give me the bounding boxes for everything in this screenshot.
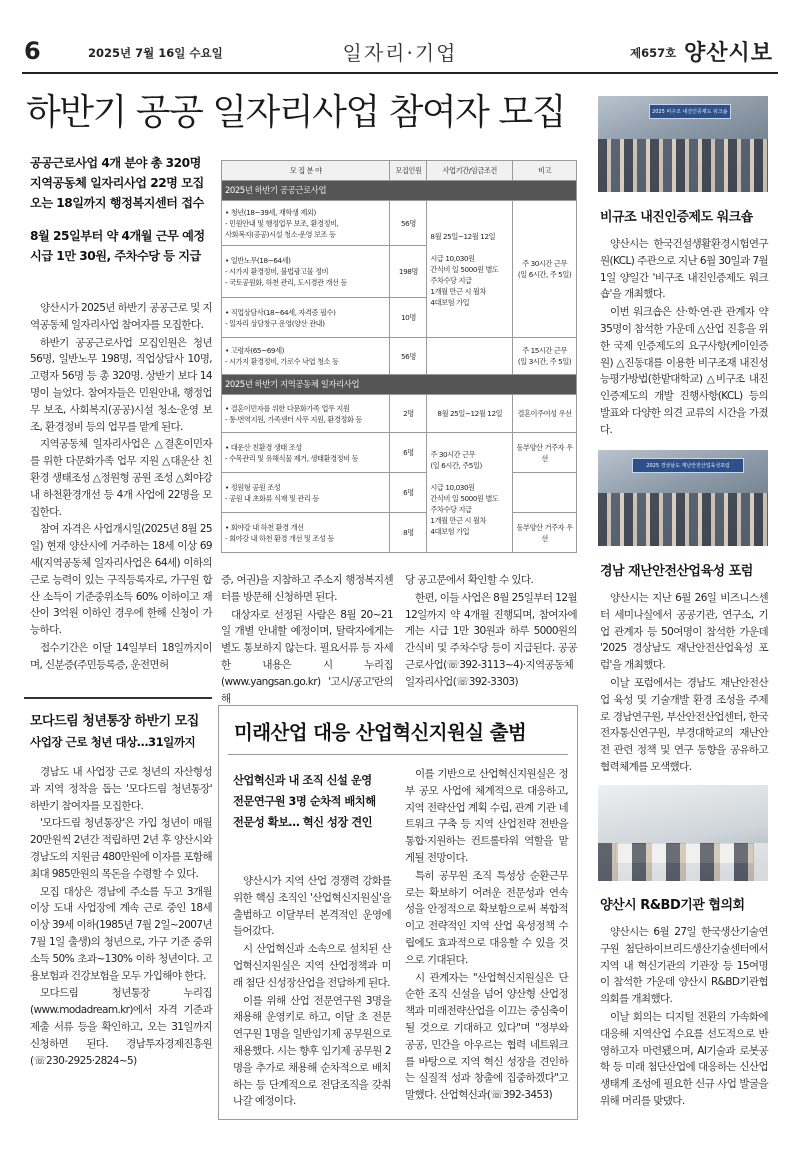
table-cell-period: 8월 25일~12월 12일 시급 10,030원 간식비 일 5000원 별도 주차수당 지급 1개월 만근 시 월차 4대보험 가입	[427, 201, 513, 338]
paragraph: 시 관계자는 "산업혁신지원실은 단순한 조직 신설을 넘어 양산형 산업정책과 미래전략산업을 이끄는 중심축이 될 것으로 기대하고 있다"며 "정부와 공공, 민간을 아우르는 협력 네트워크를 바탕으로 지역 혁신 성장을 견인하는 실질적 성과 창출에 집중하겠다"고 말했다. 산업혁신과(☏392-3453)	[405, 971, 568, 1102]
header-rule	[22, 72, 778, 74]
table-cell-period: 주 30시간 근무 (일 6시간, 주5일) 시급 10,030원 간식비 일 5000원 별도 주차수당 지급 1개월 만근 시 월차 4대보험 가입	[427, 433, 513, 553]
table-section-community: 2025년 하반기 지역공동체 일자리사업	[222, 375, 577, 395]
sidebar-title: 양산시 R&BD기관 협의회	[600, 898, 745, 913]
table-section-public-works: 2025년 하반기 공공근로사업	[222, 181, 577, 201]
table-header: 사업기간/임금조건	[427, 161, 513, 181]
paragraph: 이날 회의는 디지털 전환의 가속화에 대응해 지역산업 수요를 선도적으로 반영하고자 마련됐으며, AI기술과 로봇공학 등 미래 첨단산업에 대응하는 신산업 생태계 조성에 필요한 신규 사업 발굴을 위해 머리를 맞댔다.	[600, 1010, 768, 1107]
industry-subhead: 전문연구원 3명 순차적 배치해	[233, 795, 376, 808]
table-cell-count: 8명	[390, 513, 427, 553]
paragraph: 특히 공무원 조직 특성상 순환근무로는 확보하기 어려운 전문성과 연속성을 안정적으로 확보함으로써 복합적이고 전략적인 지역 산업 육성정책 수립에도 효과적으로 대응할 수 있을 것으로 기대된다.	[405, 869, 568, 966]
table-cell-field: • 일반노무(18~64세) - 시가지 환경정비, 불법광고물 정비 - 국토공원화, 하천 관리, 도시경관 개선 등	[222, 246, 390, 298]
table-cell-field: • 고령자(65~69세) - 시가지 환경정비, 가로수 낙엽 청소 등	[222, 338, 390, 375]
paragraph: 양산시는 한국건설생활환경시험연구원(KCL) 주관으로 지난 6월 30일과 7월 1일 양일간 '비구조 내진인증제도 워크숍'을 개최했다.	[600, 238, 768, 301]
sidebar-title: 경남 재난안전산업육성 포럼	[600, 564, 753, 579]
modoo-article	[30, 712, 212, 1070]
table-cell-count: 56명	[390, 201, 427, 246]
paragraph: 하반기 공공근로사업 모집인원은 청년 56명, 일반노무 198명, 직업상담사 10명, 고령자 56명 등 총 320명. 상반기 보다 14명이 늘었다. 참여자들은 민원안내, 행정업무 보조, 사회복지(공공)시설 청소·운영 보조, 환경정비 등의 업무를 맡게 된다.	[30, 336, 212, 433]
masthead-logo: 양산시보	[684, 40, 774, 66]
industry-title-rule	[228, 754, 568, 755]
main-subhead: 지역공동체 일자리사업 22명 모집	[30, 176, 204, 190]
main-subhead: 시급 1만 30원, 주차수당 등 지급	[30, 249, 201, 263]
main-subhead: 8월 25일부터 약 4개월 근무 예정	[30, 229, 205, 243]
paragraph: 모다드림 청년통장 누리집(www.modadream.kr)에서 자격 기준과 제출 서류 등을 확인하고, 오는 31일까지 신청하면 된다. 경남투자경제진흥원(☏230-2925·2824~5)	[30, 987, 212, 1067]
table-header: 모 집 분 야	[222, 161, 390, 181]
industry-col2	[405, 766, 568, 1105]
forum-photo	[598, 450, 768, 546]
workshop-photo	[598, 96, 768, 192]
issue-date: 2025년 7월 16일 수요일	[88, 46, 223, 60]
workshop-banner-text: 2025 비구조 내진인증제도 워크숍	[652, 108, 728, 115]
paragraph: 참여 자격은 사업개시일(2025년 8월 25일) 현재 양산시에 거주하는 18세 이상 69세(지역공동체 일자리사업은 64세) 이하의 근로 능력이 있는 구직등록자로, 가구원 합산 소득이 기준중위소득 60% 이하이고 재산이 3억원 이하인 경우에 한해 신청이 가능하다.	[30, 523, 212, 637]
table-cell-count: 198명	[390, 246, 427, 298]
industry-title: 미래산업 대응 산업혁신지원실 출범	[234, 721, 527, 744]
industry-col1	[233, 770, 391, 1111]
main-subhead: 공공근로사업 4개 분야 총 320명	[30, 156, 201, 170]
sidebar-article	[600, 924, 768, 1111]
sidebar-title: 비규조 내진인증제도 워크숍	[600, 210, 753, 225]
industry-subhead: 전문성 확보… 혁신 성장 견인	[233, 816, 373, 829]
table-cell-note: 동부양산 거주자 우선	[513, 433, 577, 473]
table-cell-field: • 회야강 내 하천 환경 개선 - 회야강 내 하천 환경 개선 및 조성 등	[222, 513, 390, 553]
paragraph: 시 산업혁신과 소속으로 설치된 산업혁신지원실은 지역 산업정책과 미래 첨단 신성장산업을 전담하게 된다.	[233, 943, 391, 989]
table-cell-field: • 직업상담사(18~64세, 자격증 필수) - 일자리 상담창구 운영(양산 관내)	[222, 298, 390, 338]
modoo-subtitle: 사업장 근로 청년 대상…31일까지	[30, 735, 196, 749]
paragraph: 모집 대상은 경남에 주소를 두고 3개월 이상 도내 사업장에 계속 근로 중인 18세 이상 39세 이하(1985년 7월 2일~2007년 7월 1일 출생)의 청년으로, 가구 기준 중위소득 50% 초과~130% 이하 청년이다. 고용보험과 건강보험을 모두 가입해야 한다.	[30, 885, 212, 982]
main-article-col1	[30, 300, 212, 675]
sidebar-article	[600, 236, 768, 440]
table-cell-field: • 정원형 공원 조성 - 공원 내 초화류 식재 및 관리 등	[222, 473, 390, 513]
paragraph: '모다드림 청년통장'은 가입 청년이 매월 20만원씩 2년간 적립하면 2년 후 양산시와 경남도의 지원금 480만원에 이자를 포함해 최대 985만원의 목돈을 수령할 수 있다.	[30, 817, 212, 880]
forum-crowd	[598, 493, 768, 546]
table-cell-field: • 청년(18~39세, 재학생 제외) - 민원안내 및 행정업무 보조, 환경정비, 사회복지(공공)시설 청소·운영 보조 등	[222, 201, 390, 246]
main-headline: 하반기 공공 일자리사업 참여자 모집	[26, 92, 565, 133]
table-cell-count: 56명	[390, 338, 427, 375]
council-photo	[598, 785, 768, 881]
paragraph: 이날 포럼에서는 경남도 재난안전산업 육성 및 기술개발 환경 조성을 주제로 경남연구원, 부산안전산업센터, 한국전자통신연구원, 부경대학교의 재난안전 관련 정책 및 연구 동향을 공유하고 협력체계를 모색했다.	[600, 676, 768, 773]
main-article-col3	[405, 572, 577, 692]
table-cell-count: 2명	[390, 395, 427, 433]
recruitment-table	[221, 160, 577, 553]
paragraph: 지역공동체 일자리사업은 △결혼이민자를 위한 다문화가족 업무 지원 △대운산 친환경 생태조성 △정원형 공원 조성 △회야강 내 하천환경개선 등 4개 사업에 22명을 모집한다.	[30, 438, 212, 518]
section-title: 일자리·기업	[342, 41, 458, 65]
workshop-crowd	[598, 139, 768, 192]
modoo-title: 모다드림 청년통장 하반기 모집	[30, 714, 199, 729]
paragraph: 경남도 내 사업장 근로 청년의 자산형성과 지역 정착을 돕는 '모다드림 청년통장' 하반기 참여자를 모집한다.	[30, 766, 212, 812]
table-cell-note	[513, 473, 577, 513]
forum-banner-text: 2025 경상남도 재난안전산업육성포럼	[646, 462, 730, 469]
paragraph: 이번 워크숍은 산·학·연·관 관계자 약 35명이 참석한 가운데 △산업 진흥을 위한 국제 인증제도의 요구사항(케이인증원) △진동대를 이용한 비구조재 내진성능평가방법(한밭대학교) △비구조 내진인증제도의 개발 진행사항(KCL) 등의 발표와 다양한 의견 교류의 시간을 가졌다.	[600, 306, 768, 436]
paragraph: 양산시가 지역 산업 경쟁력 강화를 위한 핵심 조직인 '산업혁신지원실'을 출범하고 이달부터 본격적인 운영에 들어갔다.	[233, 875, 391, 938]
table-cell-period: 8월 25일~12월 12일	[427, 395, 513, 433]
sidebar-article	[600, 590, 768, 777]
table-cell-count: 6명	[390, 433, 427, 473]
paragraph: 증, 여권)을 지참하고 주소지 행정복지센터를 방문해 신청하면 된다.	[221, 574, 393, 603]
paragraph: 한편, 이들 사업은 8월 25일부터 12월 12일까지 약 4개월 진행되며, 참여자에게는 시급 1만 30원과 하루 5000원의 간식비 및 주차수당 등이 지급된다. 공공근로사업(☏392-3113~4)·지역공동체 일자리사업(☏392-3303)	[405, 591, 577, 688]
table-cell-note: 동부양산 거주자 우선	[513, 513, 577, 553]
table-cell-note: 결혼이주여성 우선	[513, 395, 577, 433]
table-cell-field: • 대운산 친환경 생태 조성 - 수목관리 및 유해식물 제거, 생태환경정비 등	[222, 433, 390, 473]
paragraph: 이를 기반으로 산업혁신지원실은 정부 공모 사업에 체계적으로 대응하고, 지역 전략산업 계획 수립, 관계 기관 네트워크 구축 등 지역 산업전략 전반을 통합·지원하는 컨트롤타워 역할을 맡게될 전망이다.	[405, 768, 568, 864]
paragraph: 양산시가 2025년 하반기 공공근로 및 지역공동체 일자리사업 참여자를 모집한다.	[30, 302, 212, 331]
main-subhead: 오는 18일까지 행정복지센터 접수	[30, 196, 204, 210]
table-header: 비고	[513, 161, 577, 181]
page-number: 6	[24, 37, 41, 65]
paragraph: 양산시는 지난 6월 26일 비즈니스센터 세미나실에서 공공기관, 연구소, 기업 관계자 등 50여명이 참석한 가운데 '2025 경상남도 재난안전산업육성 포럼'을 개최했다.	[600, 592, 768, 672]
forum-banner	[632, 458, 744, 473]
main-article-col2	[221, 572, 393, 708]
table-cell-count: 6명	[390, 473, 427, 513]
main-subheads	[30, 153, 215, 266]
issue-number: 제657호	[630, 46, 677, 60]
industry-subhead: 산업혁신과 내 조직 신설 운영	[233, 774, 372, 787]
workshop-banner	[649, 104, 731, 119]
table-cell-field: • 결혼이민자를 위한 다문화가족 업무 지원 - 통·번역지원, 가족센터 사무 지원, 환경정화 등	[222, 395, 390, 433]
modoo-article-divider	[24, 697, 212, 699]
table-cell-note: 주 15시간 근무 (일 3시간, 주 5일)	[513, 338, 577, 375]
paragraph: 당 공고문에서 확인할 수 있다.	[405, 574, 534, 586]
meeting-people	[598, 843, 768, 881]
paragraph: 양산시는 6월 27일 한국생산기술연구원 첨단하이브리드생산기술센터에서 지역 내 혁신기관의 기관장 등 15여명이 참석한 가운데 양산시 R&BD기관협의회를 개최했다.	[600, 926, 768, 1006]
table-cell-note: 주 30시간 근무 (일 6시간, 주 5일)	[513, 201, 577, 338]
table-header: 모집인원	[390, 161, 427, 181]
table-cell-count: 10명	[390, 298, 427, 338]
paragraph: 접수기간은 이달 14일부터 18일까지이며, 신분증(주민등록증, 운전면허	[30, 641, 212, 671]
paragraph: 이를 위해 산업 전문연구원 3명을 채용해 운영키로 하고, 이달 초 전문연구원 1명을 일반임기제 공무원으로 채용했다. 시는 향후 임기제 공무원 2명을 추가로 채용해 순차적으로 배치하는 등 단계적으로 전담조직을 갖춰나갈 예정이다.	[233, 994, 391, 1108]
paragraph: 대상자로 선정된 사람은 8월 20~21일 개별 안내할 예정이며, 탈락자에게는 별도 통보하지 않는다. 필요서류 등 자세한 내용은 시 누리집(www.yangsan.go.kr) '고시/공고'란의 해	[221, 608, 393, 705]
